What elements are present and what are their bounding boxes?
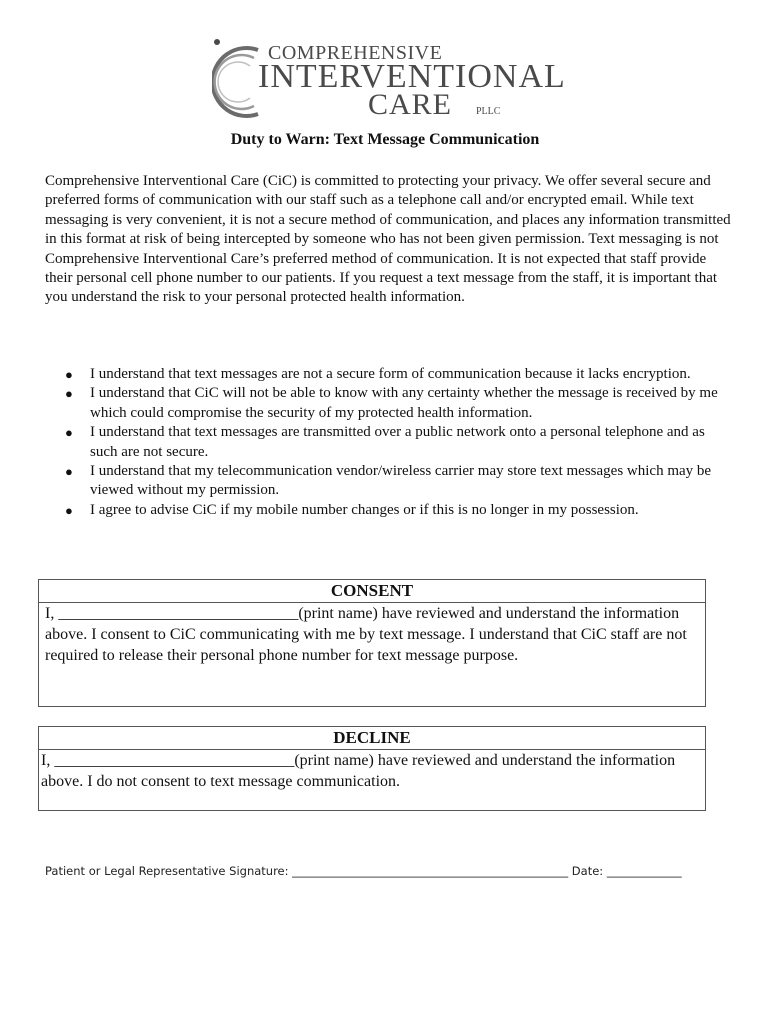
list-item [45,501,735,520]
bullet-icon: ● [65,367,73,382]
bullet-icon: ● [65,386,73,402]
document-title: Duty to Warn: Text Message Communication [230,131,540,148]
bullet-icon: ● [65,464,73,480]
list-item-text: I understand that text messages are not a secure form of communication because it lacks encryption. [90,366,691,382]
list-item [45,423,735,462]
company-logo [212,38,566,122]
decline-box [38,726,706,811]
bullet-icon: ● [65,425,73,441]
list-item-text: I understand that text messages are transmitted over a public network onto a personal telephone and as such are not secure. [90,424,705,460]
list-item [45,462,735,501]
list-item-text: I understand that CiC will not be able to know with any certainty whether the message is received by me which could compromise the security of my protected health information. [90,385,718,421]
list-item-text: I agree to advise CiC if my mobile number changes or if this is no longer in my possession. [90,501,639,518]
acknowledgement-list [45,365,735,520]
logo-line-care: CARE [368,88,453,121]
decline-text[interactable]: I, ______________________________(print name) have reviewed and understand the information above. I do not consent to text message communication. [41,752,676,790]
consent-text[interactable]: I, ______________________________(print name) have reviewed and understand the information above. I consent to CiC communicating with me by text message. I understand that CiC staff are not required to release their personal phone number for text message purpose. [45,605,687,664]
signature-date-line[interactable]: Patient or Legal Representative Signature: ________________________________________________ Date: _____________ [45,864,682,878]
intro-paragraph: Comprehensive Interventional Care (CiC) is committed to protecting your privacy. We offer several secure and preferred forms of communication with our staff such as a telephone call and/or encrypted email. While text messaging is very convenient, it is not a secure method of communication, and places any information transmitted in this format at risk of being intercepted by someone who has not been given permission. Text messaging is not Comprehensive Interventional Care’s preferred method of communication. It is not expected that staff provide their personal cell phone number to our patients. If you request a text message from the staff, it is important that you understand the risk to your personal protected health information. [45,173,731,306]
consent-heading: CONSENT [39,580,705,603]
logo-line-comprehensive: COMPREHENSIVE [268,42,443,64]
logo-suffix: PLLC [476,106,501,117]
decline-heading: DECLINE [39,727,705,750]
list-item-text: I understand that my telecommunication vendor/wireless carrier may store text messages which may be viewed without my permission. [90,463,712,499]
list-item [45,384,735,423]
logo-line-interventional: INTERVENTIONAL [258,58,566,95]
list-item [45,365,735,384]
consent-box [38,579,706,707]
bullet-icon: ● [65,502,73,518]
